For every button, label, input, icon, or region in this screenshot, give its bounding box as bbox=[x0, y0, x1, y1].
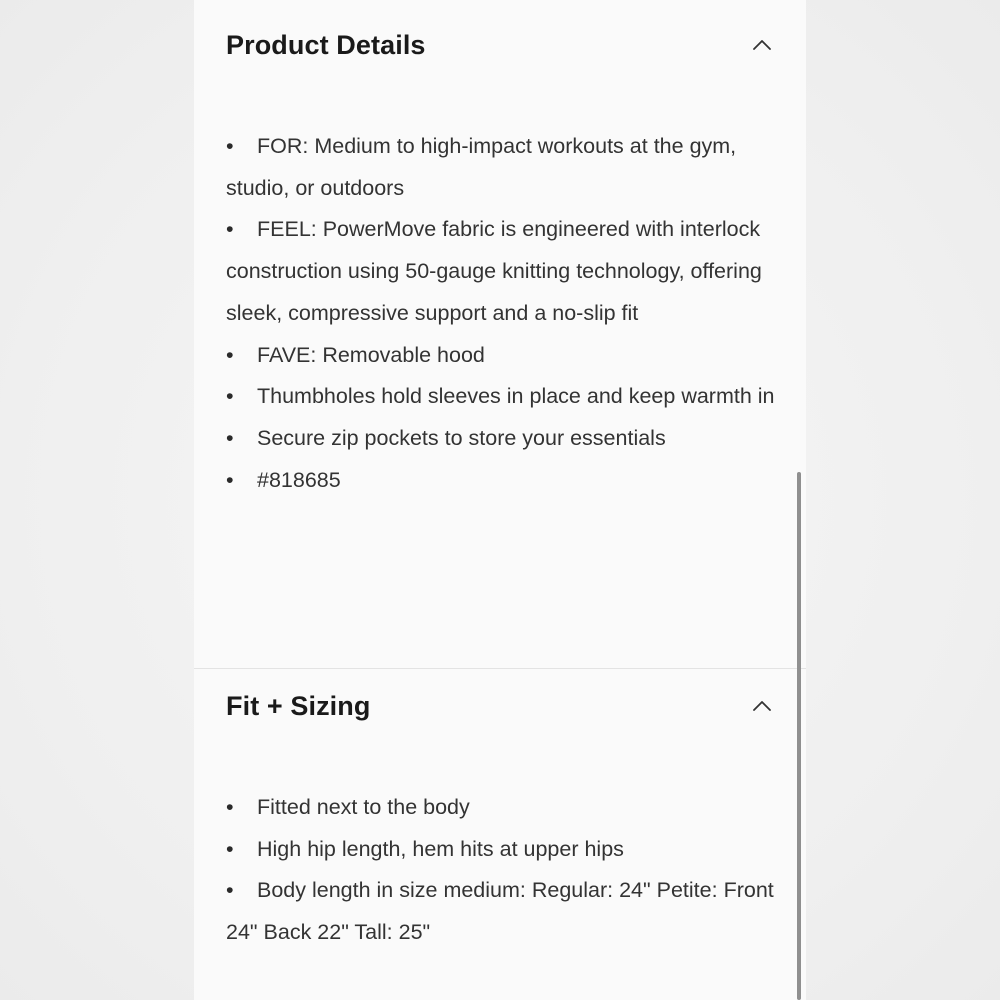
bullet-icon: • bbox=[226, 467, 234, 492]
list-item: • Fitted next to the body bbox=[226, 787, 778, 829]
bullet-icon: • bbox=[226, 342, 234, 367]
list-item: • FOR: Medium to high-impact workouts at the gym, studio, or outdoors bbox=[226, 126, 778, 209]
bullet-icon: • bbox=[226, 836, 234, 861]
list-item: • Thumbholes hold sleeves in place and keep warmth in bbox=[226, 376, 778, 418]
bullet-icon: • bbox=[226, 217, 234, 242]
fit-sizing-title: Fit + Sizing bbox=[226, 690, 371, 721]
list-item: • #818685 bbox=[226, 460, 778, 502]
bullet-icon: • bbox=[226, 134, 234, 158]
product-details-list bbox=[226, 126, 778, 501]
bullet-icon: • bbox=[226, 795, 234, 819]
bullet-icon: • bbox=[226, 878, 234, 903]
list-item: • Secure zip pockets to store your essentials bbox=[226, 418, 778, 460]
chevron-up-icon[interactable] bbox=[750, 694, 774, 718]
list-item: • FEEL: PowerMove fabric is engineered with interlock construction using 50-gauge knitting technology, offering sleek, compressive support and a no-slip fit bbox=[226, 209, 778, 334]
bullet-icon: • bbox=[226, 384, 234, 409]
bullet-icon: • bbox=[226, 425, 234, 450]
scrollbar-thumb[interactable] bbox=[797, 472, 801, 1000]
fit-sizing-header[interactable] bbox=[226, 686, 774, 726]
fit-sizing-list bbox=[226, 787, 778, 954]
section-divider bbox=[194, 668, 806, 669]
list-item: • Body length in size medium: Regular: 24" Petite: Front 24" Back 22" Tall: 25" bbox=[226, 870, 778, 953]
product-details-header[interactable] bbox=[226, 25, 774, 65]
product-details-title: Product Details bbox=[226, 29, 426, 60]
list-item: • High hip length, hem hits at upper hips bbox=[226, 829, 778, 871]
list-item: • FAVE: Removable hood bbox=[226, 335, 778, 377]
product-info-panel bbox=[194, 0, 806, 1000]
chevron-up-icon[interactable] bbox=[750, 33, 774, 57]
